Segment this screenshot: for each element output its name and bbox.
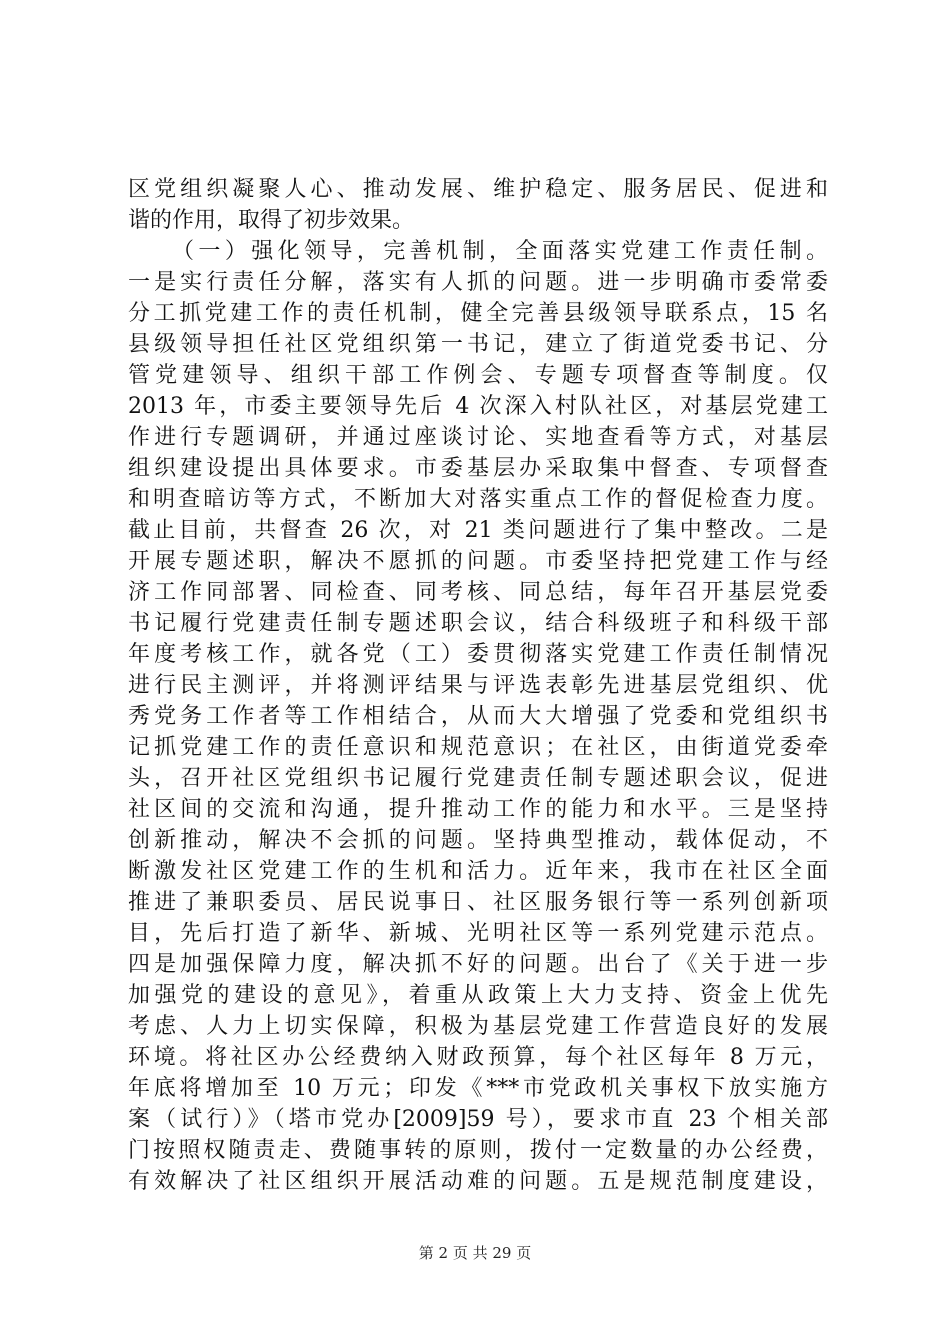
text-line: 案（试行）》（塔市党办[2009]59 号），要求市直 23 个相关部 xyxy=(128,1107,828,1132)
text-line: 2013 年，市委主要领导先后 4 次深入村队社区，对基层党建工 xyxy=(128,394,828,419)
text-line: 分工抓党建工作的责任机制，健全完善县级领导联系点，15 名 xyxy=(128,301,828,326)
text-line: 创新推动，解决不会抓的问题。坚持典型推动，载体促动，不 xyxy=(128,828,828,853)
text-line: 区党组织凝聚人心、推动发展、维护稳定、服务居民、促进和 xyxy=(128,177,828,202)
page-footer xyxy=(0,1243,950,1263)
text-line: 谐的作用，取得了初步效果。 xyxy=(128,208,415,233)
text-line: 县级领导担任社区党组织第一书记，建立了街道党委书记、分 xyxy=(128,332,828,357)
text-line: 社区间的交流和沟通，提升推动工作的能力和水平。三是坚持 xyxy=(128,797,828,822)
text-line: 考虑、人力上切实保障，积极为基层党建工作营造良好的发展 xyxy=(128,1014,828,1039)
text-line: 开展专题述职，解决不愿抓的问题。市委坚持把党建工作与经 xyxy=(128,549,828,574)
text-line: 组织建设提出具体要求。市委基层办采取集中督查、专项督查 xyxy=(128,456,828,481)
document-body xyxy=(128,174,828,1197)
text-line: 年度考核工作，就各党（工）委贯彻落实党建工作责任制情况 xyxy=(128,642,828,667)
text-line: 四是加强保障力度，解决抓不好的问题。出台了《关于进一步 xyxy=(128,952,828,977)
text-line: 推进了兼职委员、居民说事日、社区服务银行等一系列创新项 xyxy=(128,890,828,915)
section-heading-line: （一）强化领导，完善机制，全面落实党建工作责任制。 xyxy=(172,239,828,264)
text-line: 截止目前，共督查 26 次，对 21 类问题进行了集中整改。二是 xyxy=(128,518,828,543)
text-line: 和明查暗访等方式，不断加大对落实重点工作的督促检查力度。 xyxy=(128,487,828,512)
text-line: 断激发社区党建工作的生机和活力。近年来，我市在社区全面 xyxy=(128,859,828,884)
text-line: 一是实行责任分解，落实有人抓的问题。进一步明确市委常委 xyxy=(128,270,828,295)
text-line: 书记履行党建责任制专题述职会议，结合科级班子和科级干部 xyxy=(128,611,828,636)
text-line: 济工作同部署、同检查、同考核、同总结，每年召开基层党委 xyxy=(128,580,828,605)
text-line: 作进行专题调研，并通过座谈讨论、实地查看等方式，对基层 xyxy=(128,425,828,450)
text-line: 门按照权随责走、费随事转的原则，拨付一定数量的办公经费， xyxy=(128,1138,828,1163)
text-line: 加强党的建设的意见》，着重从政策上大力支持、资金上优先 xyxy=(128,983,828,1008)
text-line: 有效解决了社区组织开展活动难的问题。五是规范制度建设， xyxy=(128,1169,828,1194)
text-line: 秀党务工作者等工作相结合，从而大大增强了党委和党组织书 xyxy=(128,704,828,729)
text-line: 目，先后打造了新华、新城、光明社区等一系列党建示范点。 xyxy=(128,921,828,946)
text-line: 管党建领导、组织干部工作例会、专题专项督查等制度。仅 xyxy=(128,363,828,388)
text-line: 环境。将社区办公经费纳入财政预算，每个社区每年 8 万元， xyxy=(128,1045,828,1070)
text-line: 记抓党建工作的责任意识和规范意识；在社区，由街道党委牵 xyxy=(128,735,828,760)
text-line: 头，召开社区党组织书记履行党建责任制专题述职会议，促进 xyxy=(128,766,828,791)
text-line: 进行民主测评，并将测评结果与评选表彰先进基层党组织、优 xyxy=(128,673,828,698)
text-line: 年底将增加至 10 万元；印发《***市党政机关事权下放实施方 xyxy=(128,1076,828,1101)
page-number-label: 第 2 页 共 29 页 xyxy=(418,1244,532,1262)
